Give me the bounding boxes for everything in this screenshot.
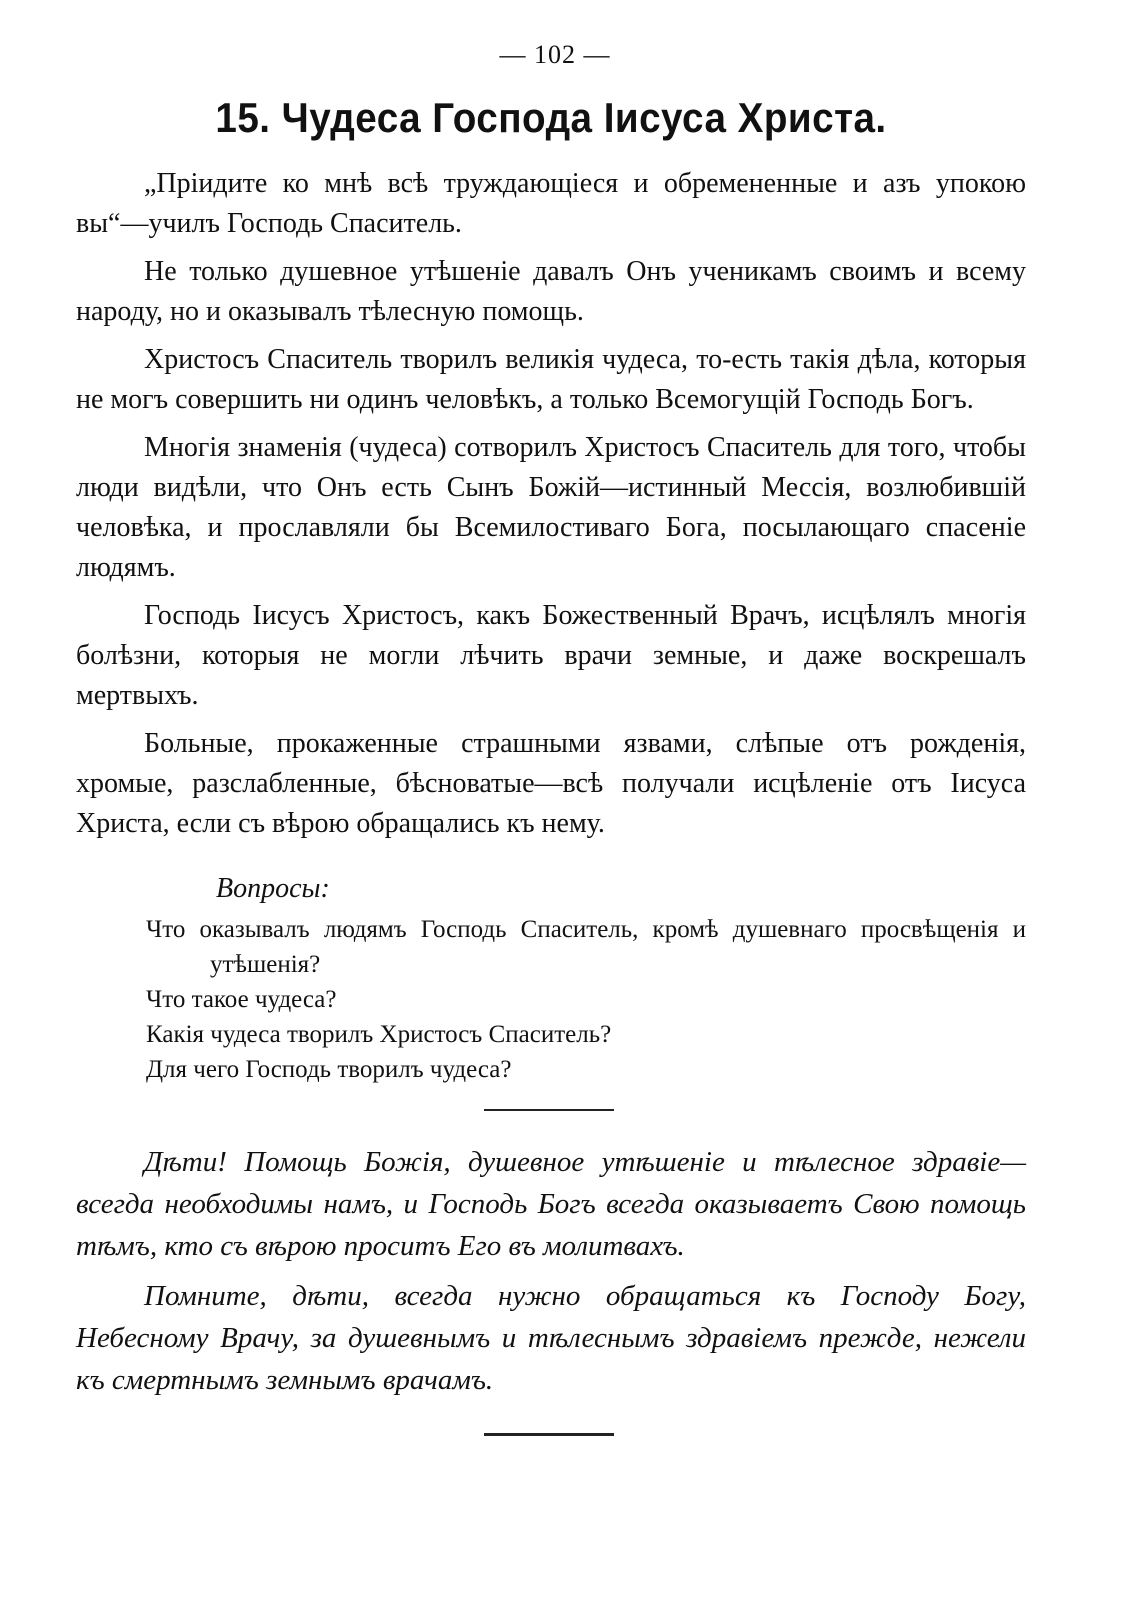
chapter-title: 15. Чудеса Господа Іисуса Христа. — [215, 94, 887, 141]
divider-rule — [484, 1109, 614, 1111]
paragraph: Не только душевное утѣшеніе давалъ Онъ ученикамъ своимъ и всему народу, но и оказывалъ тѣлесную помощь. — [76, 256, 1026, 327]
question-item: Что такое чудеса? — [146, 986, 337, 1013]
paragraph: Больные, прокаженные страшными язвами, слѣпые отъ рожденія, хромые, разслабленные, бѣсноватые—всѣ получали исцѣленіе отъ Іисуса Христа, если съ вѣрою обращались къ нему. — [76, 728, 1026, 839]
page-number: — 102 — — [499, 40, 611, 69]
end-rule — [484, 1433, 614, 1436]
paragraph: „Пріидите ко мнѣ всѣ труждающіеся и обремененные и азъ упокою вы“—училъ Господь Спаситель. — [76, 168, 1026, 239]
question-item: Для чего Господь творилъ чудеса? — [146, 1056, 512, 1083]
closing-text — [76, 1141, 1026, 1401]
closing-paragraph: Дѣти! Помощь Божія, душевное утѣшеніе и тѣлесное здравіе—всегда необходимы намъ, и Господь Богъ всегда оказываетъ Свою помощь тѣмъ, кто съ вѣрою проситъ Его въ молитвахъ. — [76, 1146, 1026, 1262]
closing-paragraph: Помните, дѣти, всегда нужно обращаться къ Господу Богу, Небесному Врачу, за душевнымъ и тѣлеснымъ здравіемъ прежде, нежели къ смертнымъ земнымъ врачамъ. — [76, 1280, 1026, 1396]
questions-section — [76, 870, 1026, 1087]
book-page — [76, 40, 1026, 1436]
question-item: Что оказывалъ людямъ Господь Спаситель, кромѣ душевнаго просвѣщенія и утѣшенія? — [146, 916, 1026, 978]
main-text — [76, 164, 1026, 844]
paragraph: Христосъ Спаситель творилъ великія чудеса, то-есть такія дѣла, которыя не могъ совершить ни одинъ человѣкъ, а только Всемогущій Господь Богъ. — [76, 344, 1026, 415]
paragraph: Господь Іисусъ Христосъ, какъ Божественный Врачъ, исцѣлялъ многія болѣзни, которыя не могли лѣчить врачи земные, и даже воскрешалъ мертвыхъ. — [76, 600, 1026, 711]
questions-heading: Вопросы: — [216, 873, 330, 904]
question-item: Какія чудеса творилъ Христосъ Спаситель? — [146, 1021, 612, 1048]
paragraph: Многія знаменія (чудеса) сотворилъ Христосъ Спаситель для того, чтобы люди видѣли, что Онъ есть Сынъ Божій—истинный Мессія, возлюбившій человѣка, и прославляли бы Всемилостиваго Бога, посылающаго спасеніе людямъ. — [76, 432, 1026, 583]
